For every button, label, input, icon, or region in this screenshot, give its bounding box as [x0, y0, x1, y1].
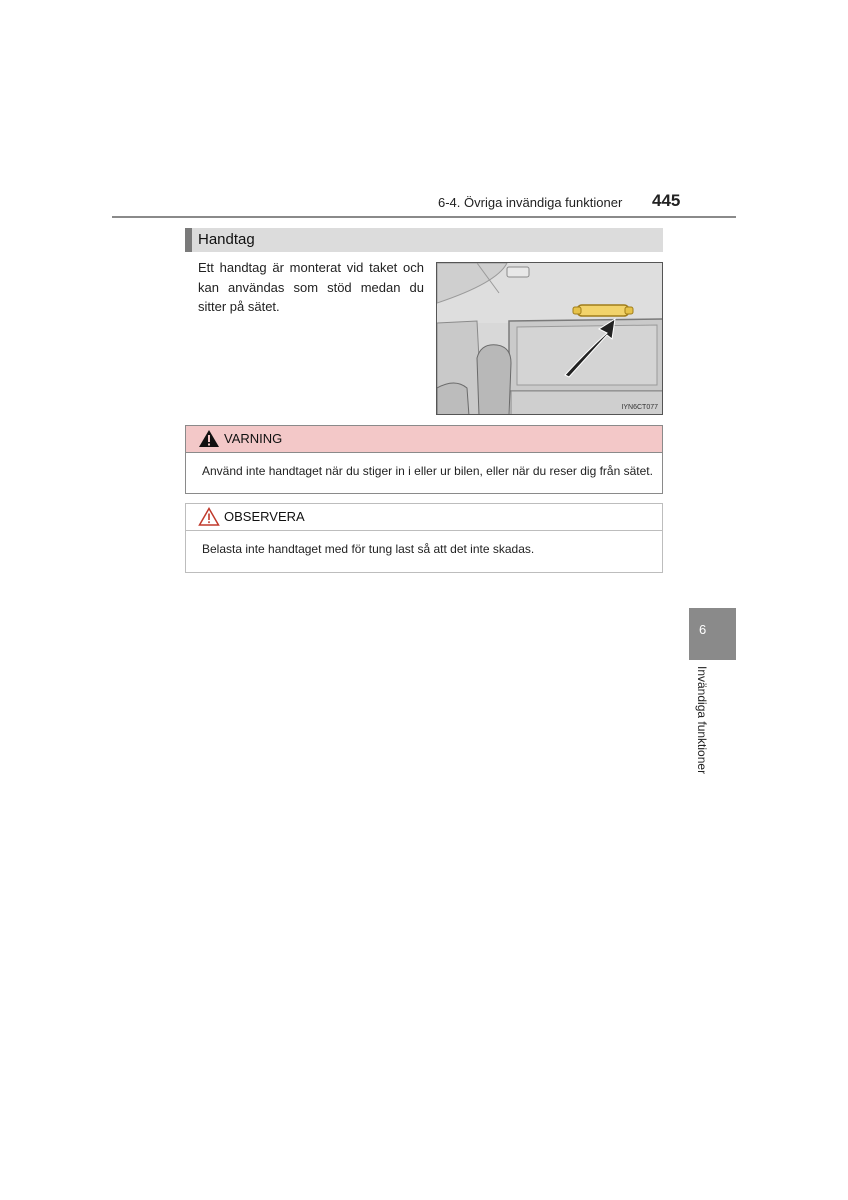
section-title: Handtag: [198, 231, 255, 248]
chapter-number: 6: [699, 622, 707, 637]
warning-text: Använd inte handtaget när du stiger in i eller ur bilen, eller när du reser dig från sätet.: [202, 464, 653, 478]
header-divider: [112, 216, 736, 218]
notice-header: [186, 504, 662, 531]
notice-text: Belasta inte handtaget med för tung last så att det inte skadas.: [202, 542, 535, 556]
running-header: 6-4. Övriga invändiga funktioner: [438, 195, 623, 210]
warning-label: VARNING: [224, 431, 283, 446]
chapter-tab: [689, 608, 736, 660]
warning-header: [186, 426, 662, 453]
warning-triangle-icon: [198, 429, 220, 448]
chapter-side-label: Invändiga funktioner: [695, 666, 709, 775]
grab-handle-illustration: [436, 262, 663, 415]
car-interior-drawing: [437, 263, 663, 415]
warning-box: [185, 425, 663, 494]
notice-label: OBSERVERA: [224, 509, 305, 524]
section-body-text: Ett handtag är monterat vid taket och kan användas som stöd medan du sitter på sätet.: [198, 260, 424, 314]
notice-box: [185, 503, 663, 573]
section-heading: [185, 228, 663, 252]
figure-code: IYN6CT077: [621, 404, 658, 411]
page-number: 445: [652, 191, 681, 210]
caution-triangle-icon: [198, 507, 220, 526]
